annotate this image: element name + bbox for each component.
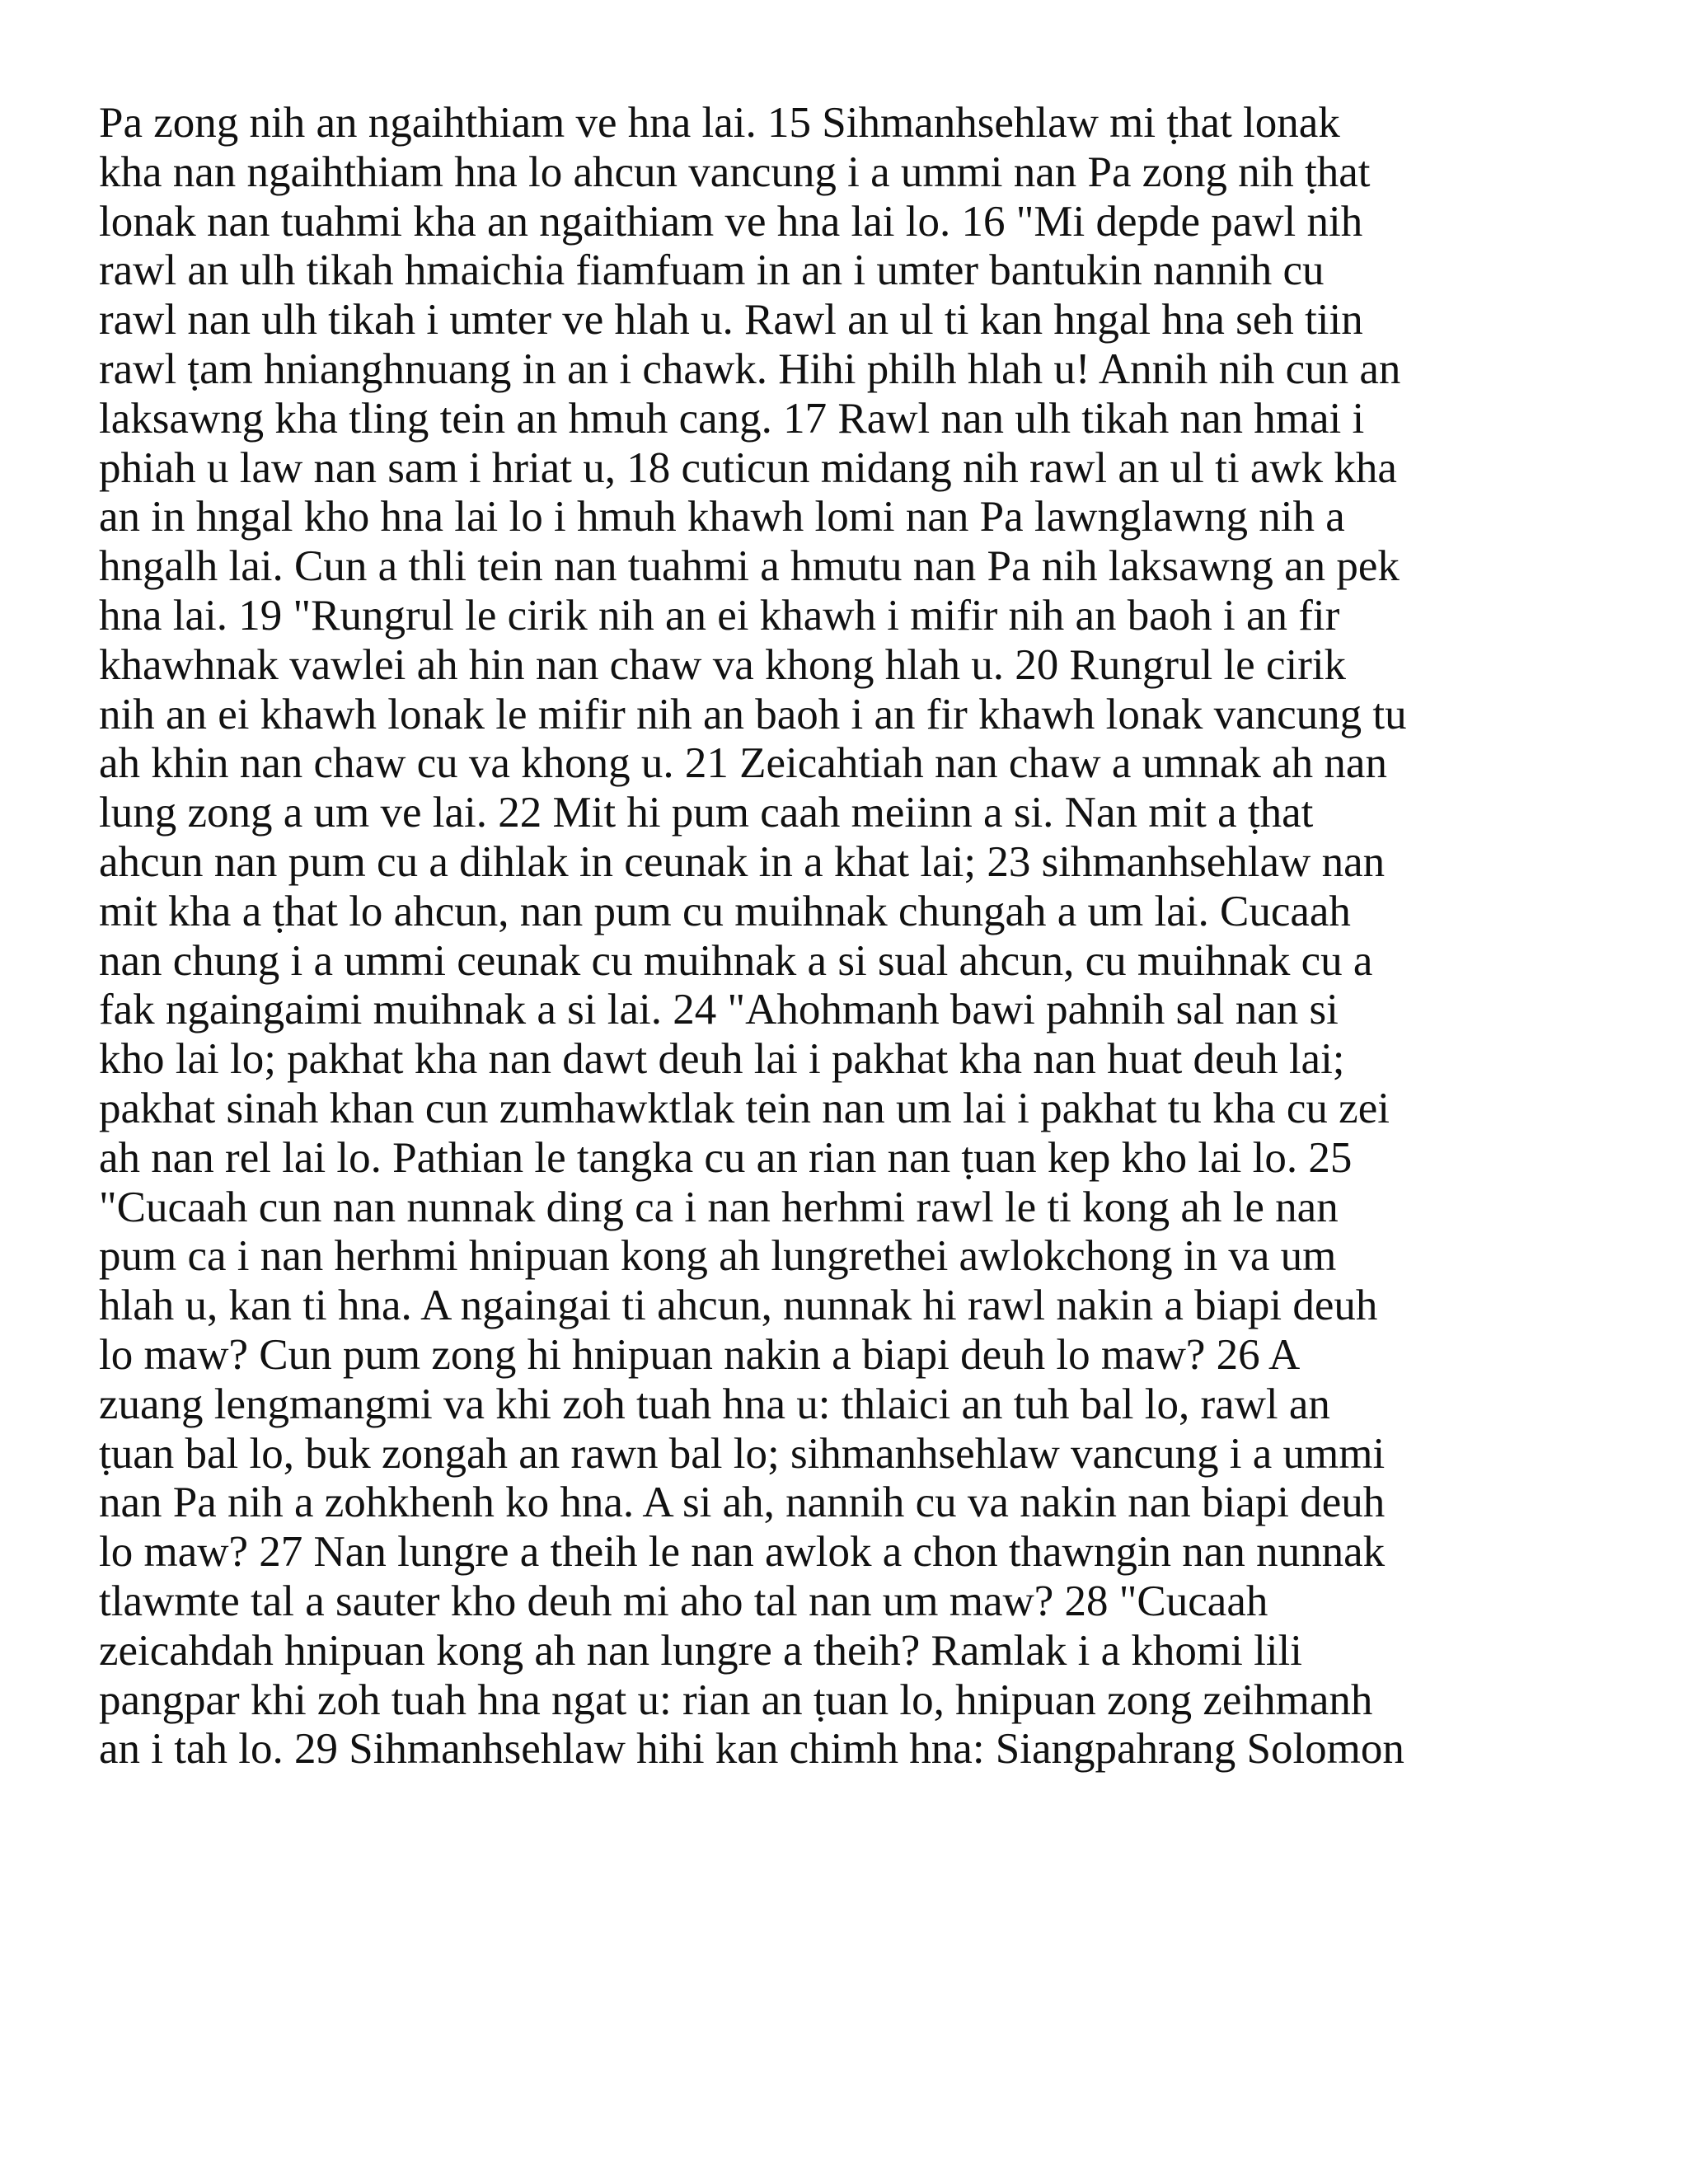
text-line: ah nan rel lai lo. Pathian le tangka cu an rian nan ṭuan kep kho lai lo. 25 xyxy=(99,1133,1353,1182)
text-line: lo maw? 27 Nan lungre a theih le nan awlok a chon thawngin nan nunnak xyxy=(99,1528,1386,1577)
text-line: lung zong a um ve lai. 22 Mit hi pum caah meiinn a si. Nan mit a ṭhat xyxy=(99,789,1314,837)
text-line: nan Pa nih a zohkhenh ko hna. A si ah, nannih cu va nakin nan biapi deuh xyxy=(99,1479,1386,1527)
text-line: kho lai lo; pakhat kha nan dawt deuh lai i pakhat kha nan huat deuh lai; xyxy=(99,1035,1345,1084)
text-line: mit kha a ṭhat lo ahcun, nan pum cu muihnak chungah a um lai. Cucaah xyxy=(99,887,1351,935)
text-line: rawl an ulh tikah hmaichia fiamfuam in an i umter bantukin nannih cu xyxy=(99,246,1325,295)
text-line: pum ca i nan herhmi hnipuan kong ah lungrethei awlokchong in va um xyxy=(99,1232,1337,1281)
text-line: rawl nan ulh tikah i umter ve hlah u. Rawl an ul ti kan hngal hna seh tiin xyxy=(99,296,1363,344)
text-line: nih an ei khawh lonak le mifir nih an baoh i an fir khawh lonak vancung tu xyxy=(99,690,1407,738)
text-line: rawl ṭam hnianghnuang in an i chawk. Hihi philh hlah u! Annih nih cun an xyxy=(99,344,1401,393)
text-line: lo maw? Cun pum zong hi hnipuan nakin a biapi deuh lo maw? 26 A xyxy=(99,1330,1301,1379)
text-line: khawhnak vawlei ah hin nan chaw va khong hlah u. 20 Rungrul le cirik xyxy=(99,640,1347,689)
text-line: an in hngal kho hna lai lo i hmuh khawh lomi nan Pa lawnglawng nih a xyxy=(99,493,1345,541)
text-line: Pa zong nih an ngaihthiam ve hna lai. 15 Sihmanhsehlaw mi ṭhat lonak xyxy=(99,99,1340,147)
text-line: ah khin nan chaw cu va khong u. 21 Zeicahtiah nan chaw a umnak ah nan xyxy=(99,739,1387,788)
text-line: hlah u, kan ti hna. A ngaingai ti ahcun, nunnak hi rawl nakin a biapi deuh xyxy=(99,1282,1378,1330)
text-line: kha nan ngaihthiam hna lo ahcun vancung i a ummi nan Pa zong nih ṭhat xyxy=(99,148,1371,196)
text-line: pangpar khi zoh tuah hna ngat u: rian an ṭuan lo, hnipuan zong zeihmanh xyxy=(99,1675,1373,1724)
text-line: fak ngaingaimi muihnak a si lai. 24 "Ahohmanh bawi pahnih sal nan si xyxy=(99,986,1339,1034)
text-line: phiah u law nan sam i hriat u, 18 cuticun midang nih rawl an ul ti awk kha xyxy=(99,443,1397,492)
text-line: hngalh lai. Cun a thli tein nan tuahmi a hmutu nan Pa nih laksawng an pek xyxy=(99,542,1400,591)
text-line: lonak nan tuahmi kha an ngaithiam ve hna lai lo. 16 "Mi depde pawl nih xyxy=(99,197,1363,246)
text-line: pakhat sinah khan cun zumhawktlak tein nan um lai i pakhat tu kha cu zei xyxy=(99,1084,1390,1132)
text-line: ṭuan bal lo, buk zongah an rawn bal lo; sihmanhsehlaw vancung i a ummi xyxy=(99,1429,1386,1478)
text-line: "Cucaah cun nan nunnak ding ca i nan herhmi rawl le ti kong ah le nan xyxy=(99,1183,1339,1231)
text-line: an i tah lo. 29 Sihmanhsehlaw hihi kan chimh hna: Siangpahrang Solomon xyxy=(99,1725,1404,1774)
text-line: hna lai. 19 "Rungrul le cirik nih an ei khawh i mifir nih an baoh i an fir xyxy=(99,591,1340,640)
text-line: zeicahdah hnipuan kong ah nan lungre a theih? Ramlak i a khomi lili xyxy=(99,1626,1303,1675)
body-text xyxy=(99,99,1607,1774)
text-line: tlawmte tal a sauter kho deuh mi aho tal nan um maw? 28 "Cucaah xyxy=(99,1577,1268,1625)
text-line: zuang lengmangmi va khi zoh tuah hna u: thlaici an tuh bal lo, rawl an xyxy=(99,1380,1330,1428)
text-line: ahcun nan pum cu a dihlak in ceunak in a khat lai; 23 sihmanhsehlaw nan xyxy=(99,837,1386,886)
text-line: nan chung i a ummi ceunak cu muihnak a si sual ahcun, cu muihnak cu a xyxy=(99,936,1373,985)
text-line: laksawng kha tling tein an hmuh cang. 17 Rawl nan ulh tikah nan hmai i xyxy=(99,394,1365,443)
